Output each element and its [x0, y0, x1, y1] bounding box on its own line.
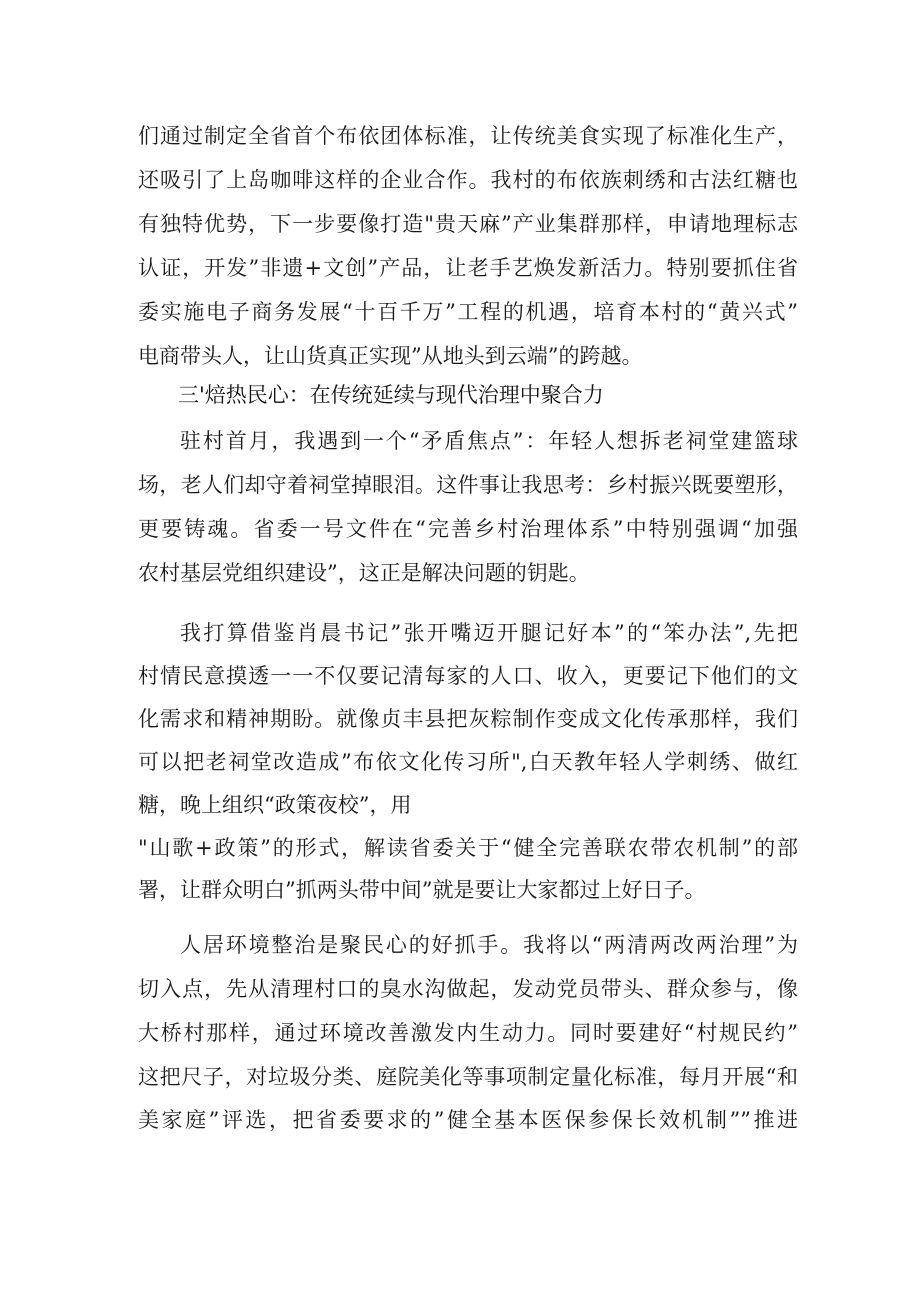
section-heading: 三'焙热民心：在传统延续与现代治理中聚合力 [178, 383, 604, 407]
text-line: 委实施电子商务发展“十百千万”工程的机遇，培育本村的“黄兴式” [138, 300, 798, 324]
text-line: 可以把老祠堂改造成”布依文化传习所",白天教年轻人学刺绣、做红 [138, 750, 798, 774]
text-line: 我打算借鉴肖晨书记”张开嘴迈开腿记好本”的“笨办法”,先把 [180, 621, 798, 645]
text-line: 更要铸魂。省委一号文件在“完善乡村治理体系”中特别强调“加强 [138, 517, 798, 541]
text-line: 们通过制定全省首个布依团体标准，让传统美食实现了标准化生产， [138, 124, 798, 148]
text-line: 美家庭”评选，把省委要求的”健全基本医保参保长效机制””推进 [138, 1108, 798, 1132]
text-line: 署，让群众明白”抓两头带中间”就是要让大家都过上好日子。 [138, 878, 706, 902]
text-line: 糖，晚上组织“政策夜校”，用 [138, 793, 412, 817]
text-line: 驻村首月，我遇到一个“矛盾焦点”：年轻人想拆老祠堂建篮球 [180, 429, 798, 453]
text-line: 村情民意摸透一一不仅要记清每家的人口、收入，更要记下他们的文 [138, 664, 798, 688]
text-line: 化需求和精神期盼。就像贞丰县把灰粽制作变成文化传承那样，我们 [138, 707, 798, 731]
text-line: 大桥村那样，通过环境改善激发内生动力。同时要建好“村规民约” [138, 1021, 798, 1045]
text-line: 这把尺子，对垃圾分类、庭院美化等事项制定量化标准，每月开展“和 [138, 1065, 798, 1089]
text-line: "山歌+政策”的形式，解读省委关于“健全完善联农带农机制”的部 [138, 836, 798, 860]
text-line: 农村基层党组织建设”，这正是解决问题的钥匙。 [138, 561, 590, 585]
text-line: 认证，开发”非遗+文创”产品，让老手艺焕发新活力。特别要抓住省 [138, 256, 798, 280]
text-line: 场，老人们却守着祠堂掉眼泪。这件事让我思考：乡村振兴既要塑形， [138, 473, 798, 497]
text-line: 切入点，先从清理村口的臭水沟做起，发动党员带头、群众参与，像 [138, 977, 798, 1001]
text-line: 人居环境整治是聚民心的好抓手。我将以“两清两改两治理”为 [180, 933, 798, 957]
text-line: 电商带头人，让山货真正实现”从地头到云端”的跨越。 [138, 344, 643, 368]
text-line: 有独特优势，下一步要像打造"贵天麻”产业集群那样，申请地理标志 [138, 212, 798, 236]
text-line: 还吸引了上岛咖啡这样的企业合作。我村的布依族刺绣和古法红糖也 [138, 168, 798, 192]
